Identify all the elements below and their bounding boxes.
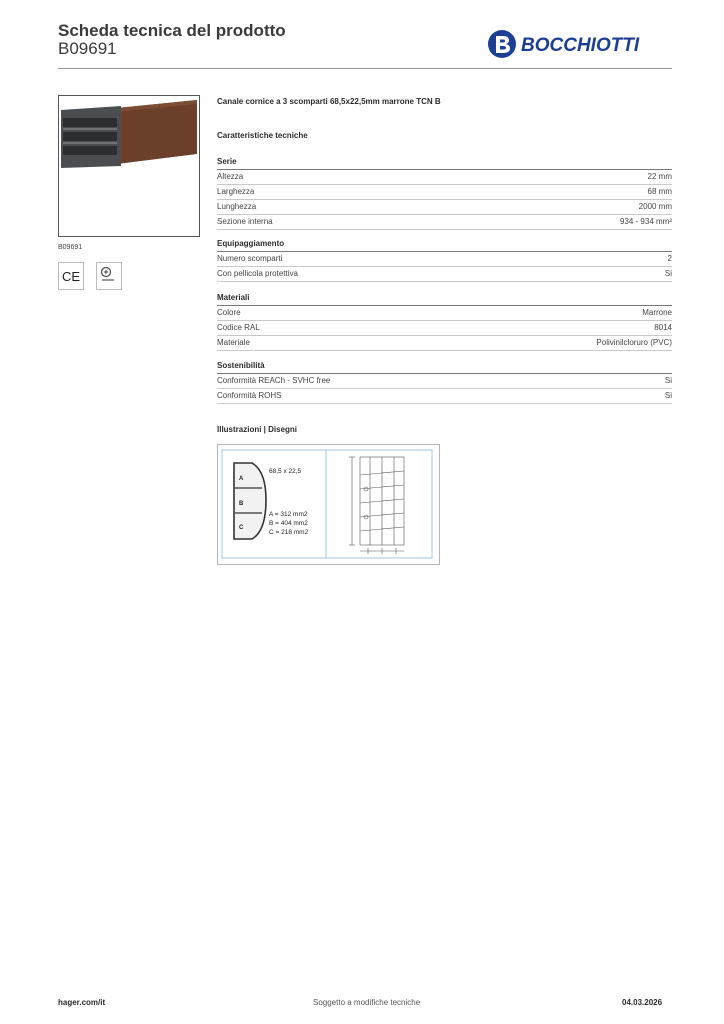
spec-group-serie (217, 156, 672, 230)
spec-value: Si (664, 269, 672, 278)
product-image (58, 95, 200, 237)
spec-label: Conformità ROHS (217, 391, 282, 400)
imq-mark-icon (96, 262, 122, 290)
spec-value: 2 (667, 254, 672, 263)
spec-label: Conformità REACh - SVHC free (217, 376, 331, 385)
ce-mark-icon (58, 262, 84, 290)
spec-value: Si (664, 376, 672, 385)
area-c-label: C = 218 mm2 (269, 529, 309, 536)
area-a-label: A = 312 mm2 (269, 511, 308, 518)
group-title: Serie (217, 156, 672, 170)
spec-value: 68 mm (647, 187, 672, 196)
spec-value: 22 mm (647, 172, 672, 181)
spec-label: Materiale (217, 338, 250, 347)
spec-group-equipaggiamento (217, 238, 672, 282)
spec-group-sostenibilita (217, 360, 672, 404)
product-image-label: B09691 (58, 244, 83, 251)
group-title: Sostenibilità (217, 360, 672, 374)
area-b-label: B = 404 mm2 (269, 520, 308, 527)
illustrations-title: Illustrazioni | Disegni (217, 425, 298, 434)
group-title: Equipaggiamento (217, 238, 672, 252)
spec-row (217, 267, 672, 282)
product-code-title: B09691 (58, 39, 117, 58)
header-divider (58, 68, 672, 69)
brand-logo (486, 28, 668, 60)
spec-value: 2000 mm (638, 202, 672, 211)
footer-website-link[interactable]: hager.com/it (58, 998, 106, 1007)
spec-label: Lunghezza (217, 202, 257, 211)
spec-label: Sezione interna (217, 217, 273, 226)
spec-value: Polivinilcloruro (PVC) (596, 338, 672, 347)
page-title: Scheda tecnica del prodotto (58, 21, 286, 40)
spec-row (217, 200, 672, 215)
brand-name: BOCCHIOTTI (521, 35, 640, 56)
spec-row (217, 252, 672, 267)
spec-label: Altezza (217, 172, 244, 181)
dimension-label: 68,5 x 22,5 (269, 468, 302, 475)
spec-row (217, 389, 672, 404)
compartment-c-label: C (239, 525, 244, 531)
section-title: Caratteristiche tecniche (217, 131, 308, 140)
technical-drawing (217, 444, 440, 565)
footer-date: 04.03.2026 (622, 998, 663, 1007)
ce-mark-text: CE (62, 269, 81, 284)
spec-row (217, 374, 672, 389)
group-title: Materiali (217, 292, 672, 306)
spec-row (217, 185, 672, 200)
spec-label: Colore (217, 308, 241, 317)
spec-group-materiali (217, 292, 672, 351)
spec-label: Codice RAL (217, 323, 260, 332)
spec-row (217, 306, 672, 321)
spec-value: Si (664, 391, 672, 400)
spec-label: Numero scomparti (217, 254, 283, 263)
spec-row (217, 170, 672, 185)
spec-row (217, 336, 672, 351)
spec-row (217, 321, 672, 336)
spec-value: Marrone (642, 308, 672, 317)
product-name: Canale cornice a 3 scomparti 68,5x22,5mm marrone TCN B (217, 97, 441, 106)
spec-value: 934 - 934 mm² (619, 217, 672, 226)
compartment-a-label: A (239, 476, 244, 482)
compartment-b-label: B (239, 501, 244, 507)
footer-note: Soggetto a modifiche tecniche (313, 998, 421, 1007)
spec-value: 8014 (654, 323, 672, 332)
spec-label: Larghezza (217, 187, 255, 196)
spec-row (217, 215, 672, 230)
spec-label: Con pellicola protettiva (217, 269, 298, 278)
